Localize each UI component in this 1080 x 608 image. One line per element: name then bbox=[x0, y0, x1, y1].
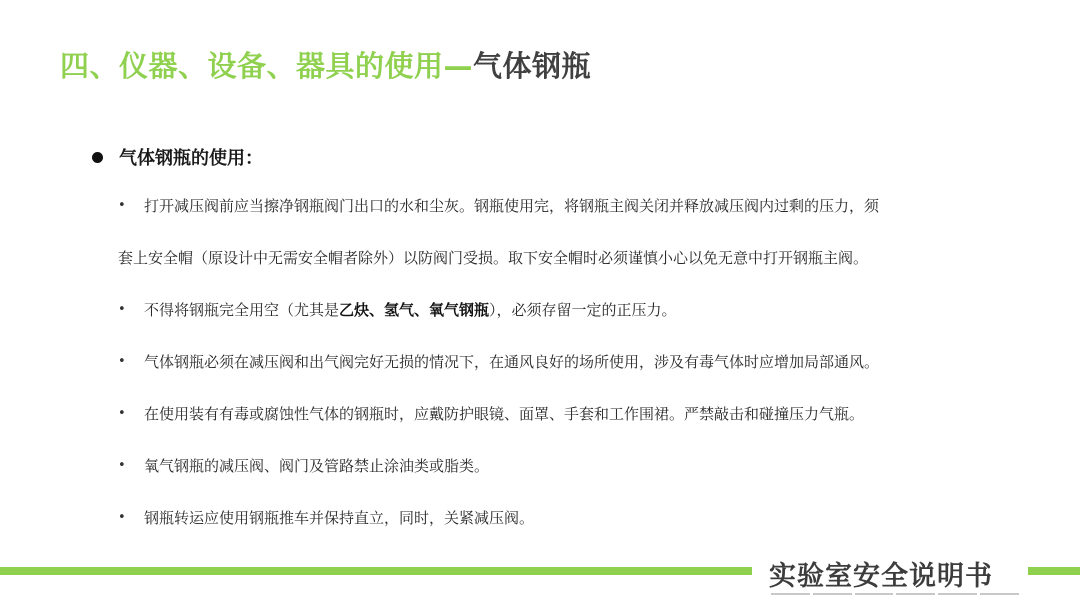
list-item bbox=[118, 297, 998, 323]
bullet-icon: • bbox=[118, 198, 126, 213]
bullet-icon: • bbox=[118, 302, 126, 317]
slide-title-main: 四、仪器、设备、器具的使用— bbox=[60, 49, 474, 83]
list-item-emphasis: 乙炔、氢气、氧气钢瓶 bbox=[339, 301, 490, 319]
footer-accent-bar-right bbox=[1028, 567, 1080, 575]
list-item-text-after: ），必须存留一定的正压力。 bbox=[489, 301, 677, 319]
list-item bbox=[118, 401, 998, 427]
slide-title-sub: 气体钢瓶 bbox=[473, 49, 592, 83]
bullet-icon: • bbox=[118, 510, 126, 525]
list-item-text-continued: 套上安全帽（原设计中无需安全帽者除外）以防阀门受损。取下安全帽时必须谨慎小心以免无意中打开钢瓶主阀。 bbox=[118, 249, 869, 267]
footer-decoration bbox=[771, 593, 1019, 597]
list-item-text: 不得将钢瓶完全用空（尤其是 bbox=[144, 301, 340, 319]
list-item bbox=[118, 193, 998, 271]
heading-bullet-icon bbox=[92, 152, 103, 163]
section-heading bbox=[92, 144, 263, 170]
list-item bbox=[118, 349, 998, 375]
slide-title bbox=[60, 44, 591, 85]
list-item bbox=[118, 453, 998, 479]
list-item-text: 打开减压阀前应当擦净钢瓶阀门出口的水和尘灰。钢瓶使用完，将钢瓶主阀关闭并释放减压阀内过剩的压力，须 bbox=[144, 197, 880, 215]
list-item-text: 在使用装有有毒或腐蚀性气体的钢瓶时，应戴防护眼镜、面罩、手套和工作围裙。严禁敲击和碰撞压力气瓶。 bbox=[144, 405, 865, 423]
bullet-icon: • bbox=[118, 354, 126, 369]
list-item bbox=[118, 505, 998, 531]
section-heading-text: 气体钢瓶的使用： bbox=[119, 148, 263, 169]
list-item-text: 氧气钢瓶的减压阀、阀门及管路禁止涂油类或脂类。 bbox=[144, 457, 490, 475]
footer-label: 实验室安全说明书 bbox=[769, 561, 993, 592]
footer-accent-bar bbox=[0, 567, 752, 575]
bullet-icon: • bbox=[118, 406, 126, 421]
bullet-icon: • bbox=[118, 458, 126, 473]
list-item-text: 气体钢瓶必须在减压阀和出气阀完好无损的情况下，在通风良好的场所使用，涉及有毒气体时应增加局部通风。 bbox=[144, 353, 880, 371]
bullet-list bbox=[118, 193, 998, 557]
list-item-text: 钢瓶转运应使用钢瓶推车并保持直立，同时，关紧减压阀。 bbox=[144, 509, 535, 527]
